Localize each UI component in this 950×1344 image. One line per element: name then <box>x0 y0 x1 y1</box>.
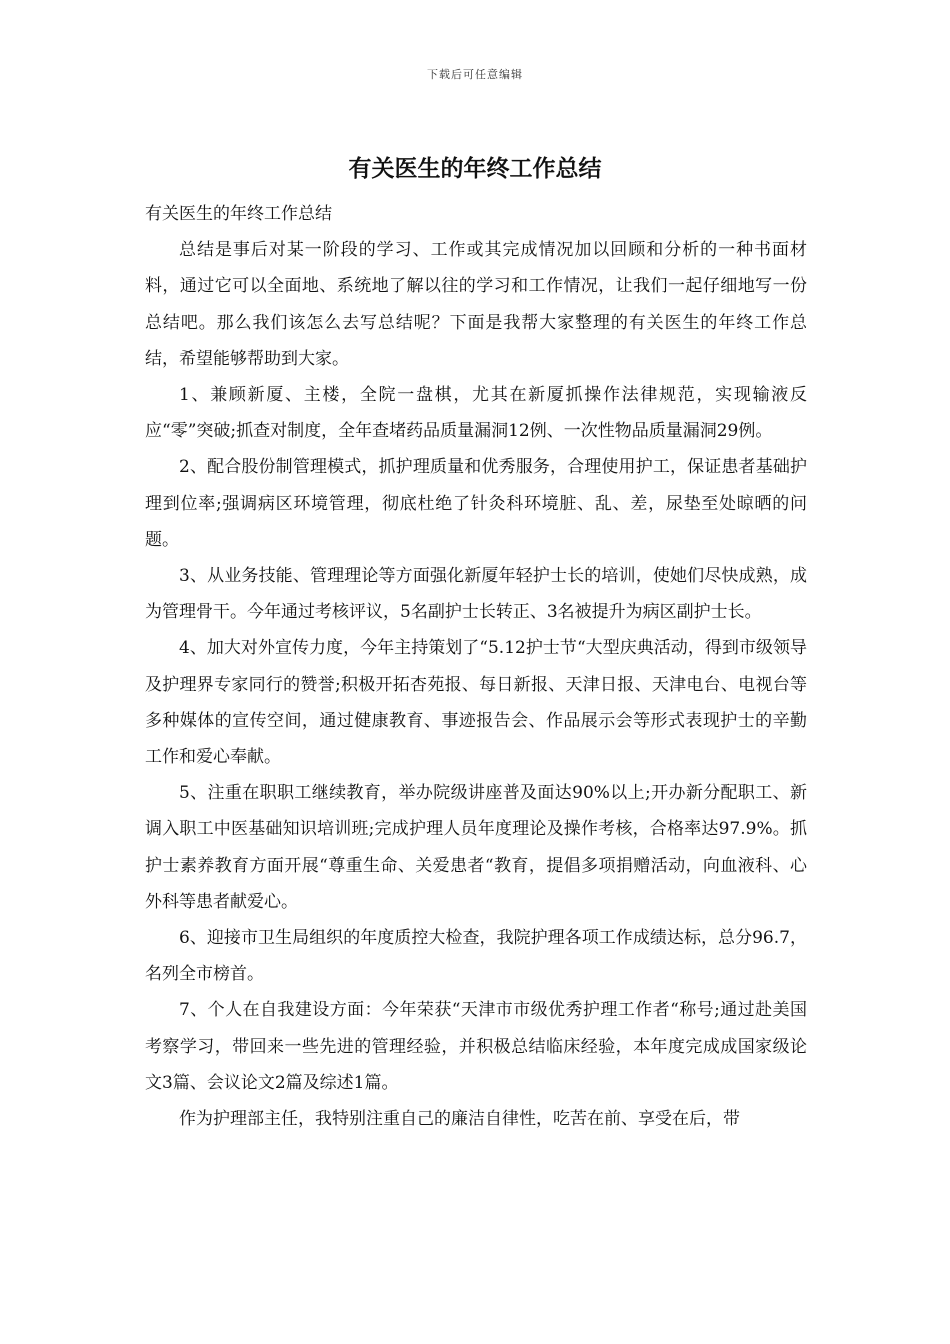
paragraph-closing: 作为护理部主任，我特别注重自己的廉洁自律性，吃苦在前、享受在后，带 <box>179 1109 740 1130</box>
document-title: 有关医生的年终工作总结 <box>348 156 602 182</box>
paragraph-item-3: 3、从业务技能、管理理论等方面强化新厦年轻护士长的培训，使她们尽快成熟，成为管理骨干。今年通过考核评议，5名副护士长转正、3名被提升为病区副护士长。 <box>145 566 807 623</box>
paragraph-item-2: 2、配合股份制管理模式，抓护理质量和优秀服务，合理使用护工，保证患者基础护理到位率;强调病区环境管理，彻底杜绝了针灸科环境脏、乱、差，尿垫至处晾晒的问题。 <box>145 457 807 550</box>
page-header-note: 下载后可任意编辑 <box>427 68 523 81</box>
paragraph-item-5: 5、注重在职职工继续教育，举办院级讲座普及面达90%以上;开办新分配职工、新调入职工中医基础知识培训班;完成护理人员年度理论及操作考核，合格率达97.9%。抓护士素养教育方面开展“尊重生命、关爱患者“教育，提倡多项捐赠活动，向血液科、心外科等患者献爱心。 <box>145 783 807 912</box>
paragraph-item-1: 1、兼顾新厦、主楼，全院一盘棋，尤其在新厦抓操作法律规范，实现输液反应“零”突破;抓查对制度，全年查堵药品质量漏洞12例、一次性物品质量漏洞29例。 <box>145 385 807 442</box>
document-body <box>145 196 807 1137</box>
document-subtitle: 有关医生的年终工作总结 <box>145 204 332 224</box>
paragraph-item-4: 4、加大对外宣传力度，今年主持策划了“5.12护士节“大型庆典活动，得到市级领导及护理界专家同行的赞誉;积极开拓杏苑报、每日新报、天津日报、天津电台、电视台等多种媒体的宣传空间，通过健康教育、事迹报告会、作品展示会等形式表现护士的辛勤工作和爱心奉献。 <box>145 638 807 768</box>
paragraph-item-6: 6、迎接市卫生局组织的年度质控大检查，我院护理各项工作成绩达标，总分96.7，名列全市榜首。 <box>145 928 807 985</box>
paragraph-intro: 总结是事后对某一阶段的学习、工作或其完成情况加以回顾和分析的一种书面材料，通过它可以全面地、系统地了解以往的学习和工作情况，让我们一起仔细地写一份总结吧。那么我们该怎么去写总结呢？下面是我帮大家整理的有关医生的年终工作总结，希望能够帮助到大家。 <box>145 240 807 369</box>
paragraph-item-7: 7、个人在自我建设方面：今年荣获“天津市市级优秀护理工作者“称号;通过赴美国考察学习，带回来一些先进的管理经验，并积极总结临床经验，本年度完成成国家级论文3篇、会议论文2篇及综述1篇。 <box>145 1000 807 1093</box>
